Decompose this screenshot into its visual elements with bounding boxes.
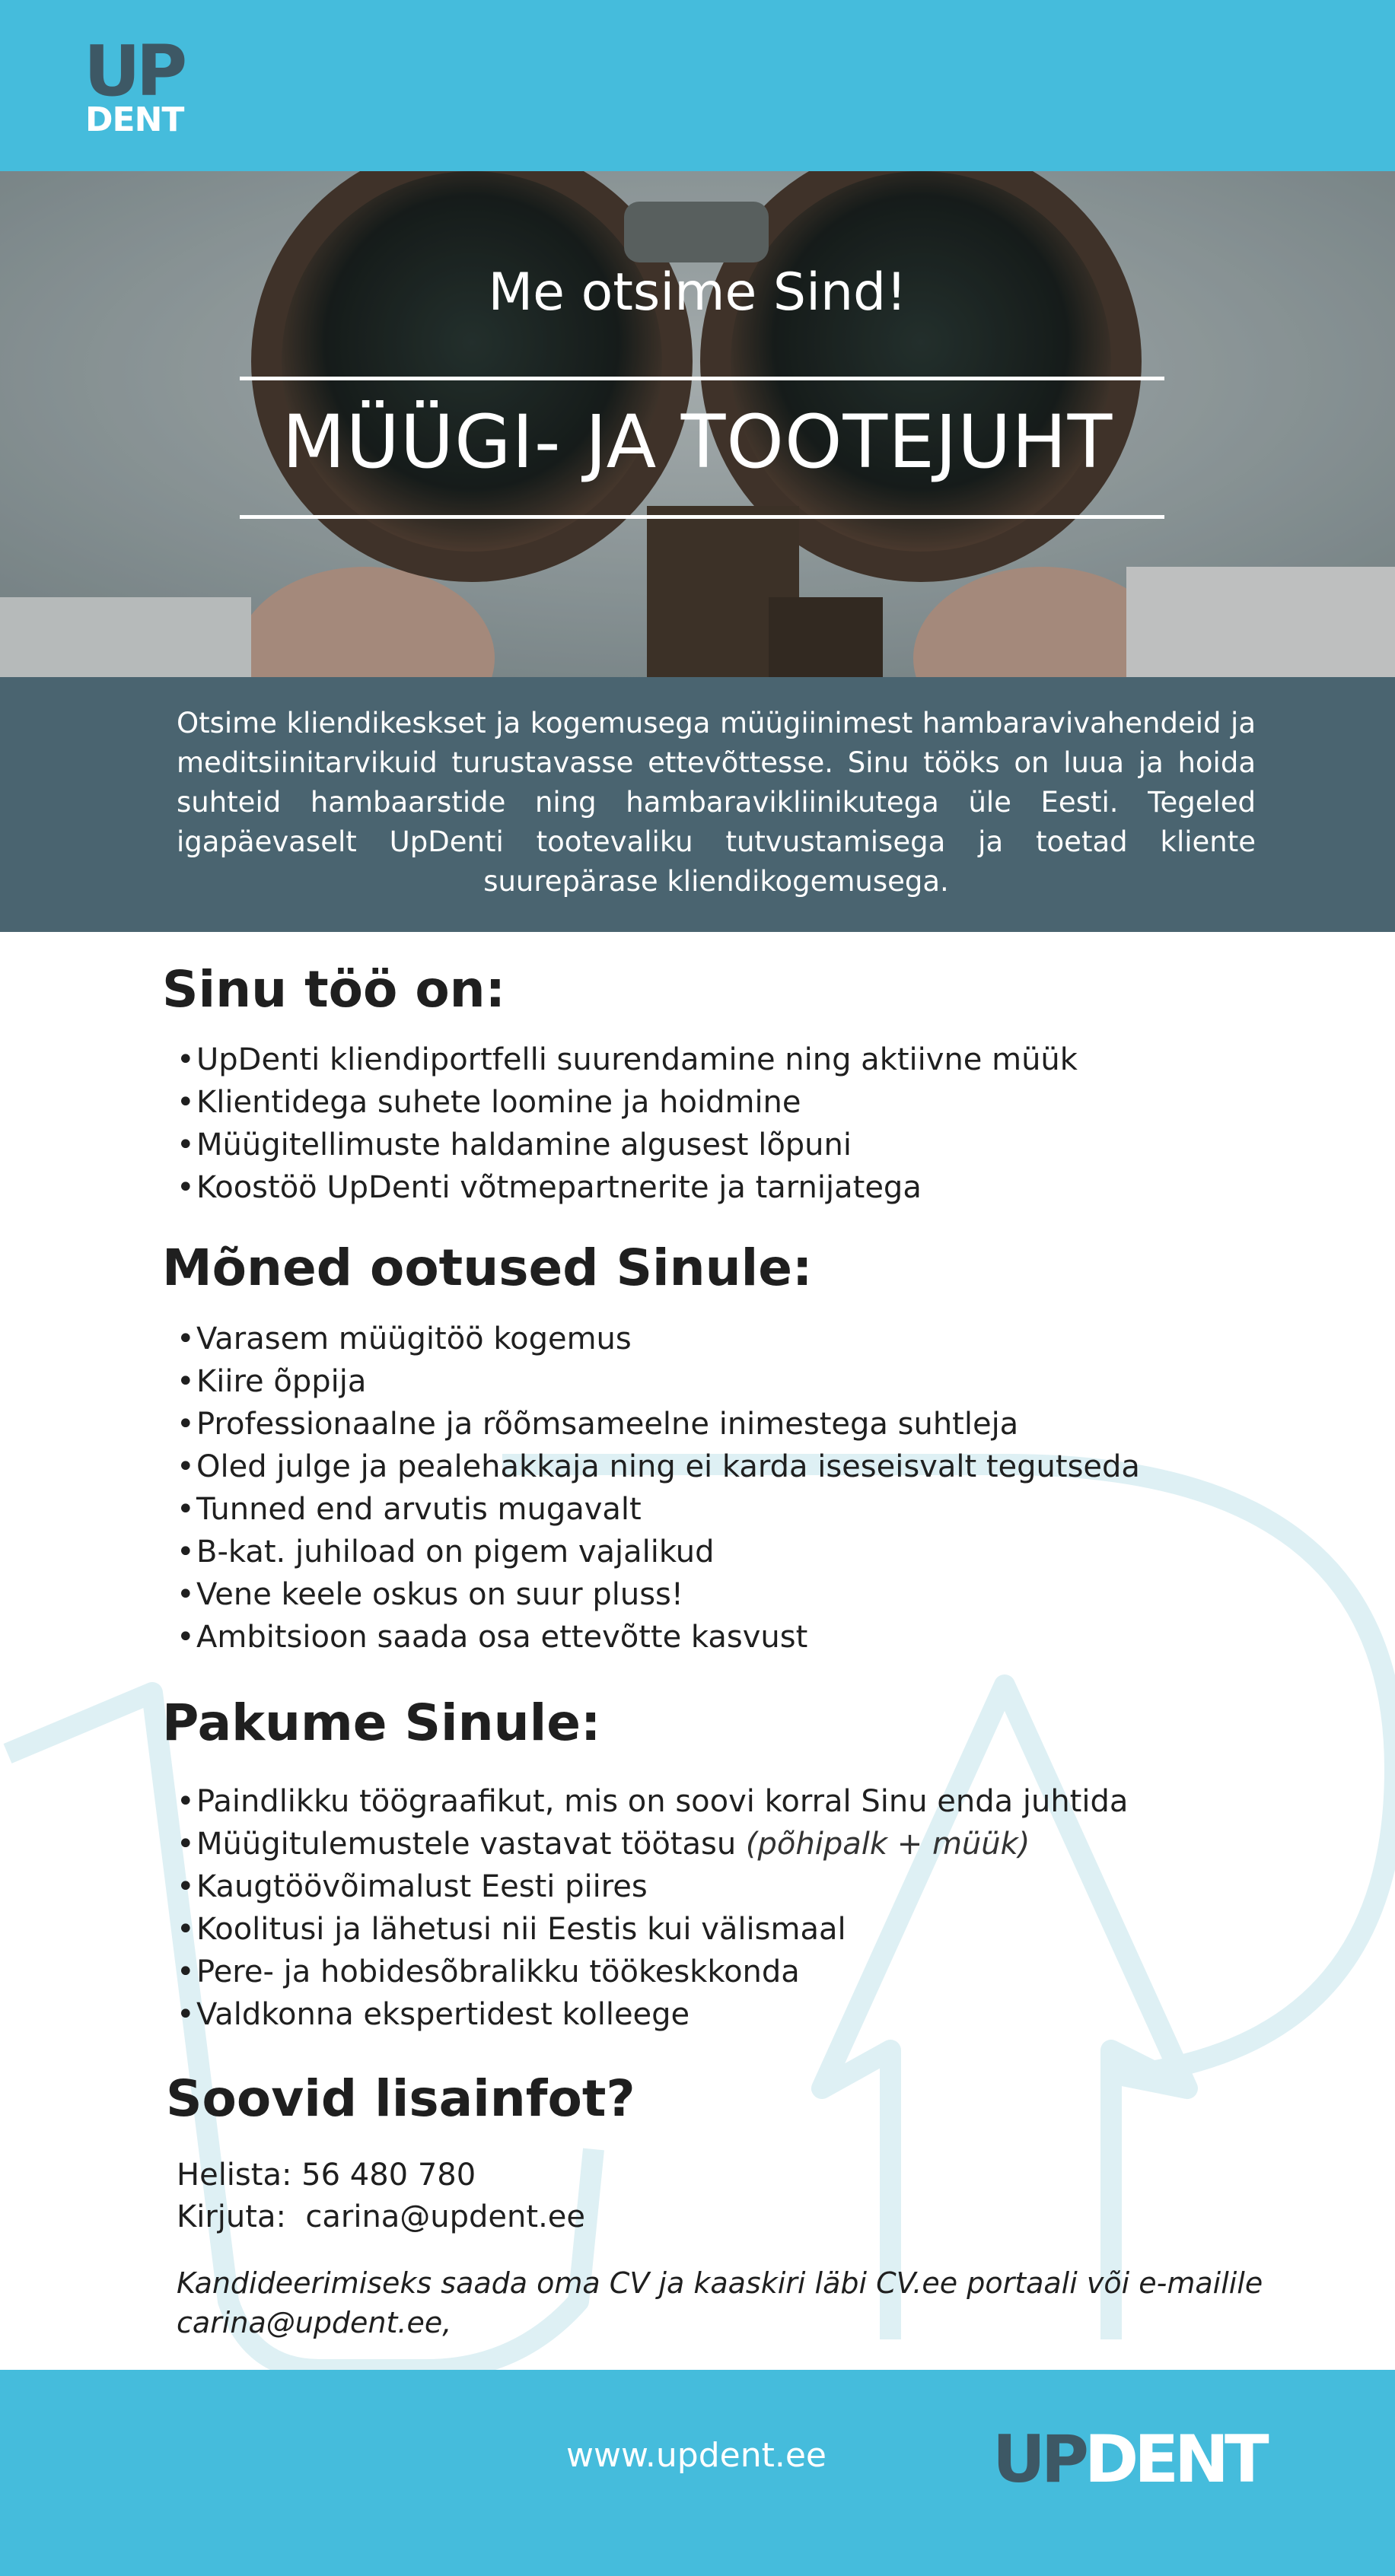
phone-number[interactable]: 56 480 780 — [301, 2158, 476, 2193]
list-item: •Koolitusi ja lähetusi nii Eestis kui välismaal — [177, 1912, 846, 1947]
updent-logo — [84, 30, 190, 139]
list-item: •Klientidega suhete loomine ja hoidmine — [177, 1085, 801, 1120]
email-label: Kirjuta: — [177, 2199, 286, 2234]
more-info-heading: Soovid lisainfot? — [166, 2069, 635, 2128]
work-list — [177, 1038, 1318, 1209]
expectations-heading: Mõned ootused Sinule: — [162, 1239, 813, 1297]
logo-dent-text: DENT — [85, 100, 184, 139]
list-item: •Ambitsioon saada osa ettevõtte kasvust — [177, 1620, 808, 1655]
list-item: •Koostöö UpDenti võtmepartnerite ja tarnijatega — [177, 1170, 922, 1205]
list-item: •Müügitulemustele vastavat töötasu (põhipalk + müük) — [177, 1827, 1030, 1862]
list-item: •Tunned end arvutis mugavalt — [177, 1492, 642, 1527]
hero-banner — [0, 171, 1395, 677]
footer-logo-dent: DENT — [1084, 2422, 1265, 2498]
contact-block — [177, 2155, 585, 2238]
intro-text: Otsime kliendikeskset ja kogemusega müügiinimest hambaravivahendeid ja meditsiinitarvikuid turustavasse ettevõttesse. Sinu tööks on luua ja hoida suhteid hambaarstide ning hambaravikliinikutega üle Eesti. Tegeled igapäevaselt UpDenti tootevaliku tutvustamisega ja toetad kliente suurepärase kliendikogemusega. — [177, 707, 1256, 898]
list-item: •B-kat. juhiload on pigem vajalikud — [177, 1534, 715, 1569]
hero-subtitle: Me otsime Sind! — [488, 262, 907, 323]
list-item: •Kaugtöövõimalust Eesti piires — [177, 1869, 648, 1904]
offer-list — [177, 1780, 1318, 2036]
apply-note-line2[interactable]: carina@updent.ee, — [177, 2306, 452, 2339]
list-item: •Paindlikku töögraafikut, mis on soovi korral Sinu enda juhtida — [177, 1784, 1129, 1819]
phone-label: Helista: — [177, 2158, 292, 2193]
list-item: •Pere- ja hobidesõbralikku töökeskkonda — [177, 1954, 800, 1989]
header-bar — [0, 0, 1395, 171]
list-item: •Oled julge ja pealehakkaja ning ei karda iseseisvalt tegutseda — [177, 1449, 1140, 1484]
hero-title: MÜÜGI- JA TOOTEJUHT — [282, 399, 1113, 485]
hero-divider-top — [240, 377, 1164, 380]
list-item: •Professionaalne ja rõõmsameelne inimestega suhtleja — [177, 1407, 1019, 1442]
salary-note: (põhipalk + müük) — [745, 1827, 1030, 1862]
email-link[interactable]: carina@updent.ee — [305, 2199, 586, 2234]
intro-band — [0, 677, 1395, 932]
expectations-list — [177, 1318, 1318, 1658]
apply-note — [177, 2263, 1303, 2342]
phone-line — [177, 2155, 585, 2196]
list-item: •Varasem müügitöö kogemus — [177, 1321, 632, 1356]
website-link[interactable]: www.updent.ee — [566, 2436, 826, 2475]
updent-footer-logo — [992, 2422, 1265, 2498]
footer-bar — [0, 2370, 1395, 2576]
apply-note-line1: Kandideerimiseks saada oma CV ja kaaskiri läbi CV.ee portaali või e-mailile — [177, 2266, 1263, 2300]
list-item: •Vene keele oskus on suur pluss! — [177, 1577, 683, 1612]
list-item: •Valdkonna ekspertidest kolleege — [177, 1997, 690, 2032]
hero-divider-bottom — [240, 515, 1164, 519]
offer-heading: Pakume Sinule: — [162, 1693, 601, 1752]
list-item: •Kiire õppija — [177, 1364, 367, 1399]
list-item: •UpDenti kliendiportfelli suurendamine ning aktiivne müük — [177, 1042, 1078, 1077]
email-line — [177, 2196, 585, 2238]
footer-logo-up: UP — [992, 2422, 1084, 2498]
logo-up-text: UP — [84, 30, 183, 112]
list-item: •Müügitellimuste haldamine algusest lõpuni — [177, 1127, 852, 1162]
work-heading: Sinu töö on: — [162, 960, 506, 1019]
